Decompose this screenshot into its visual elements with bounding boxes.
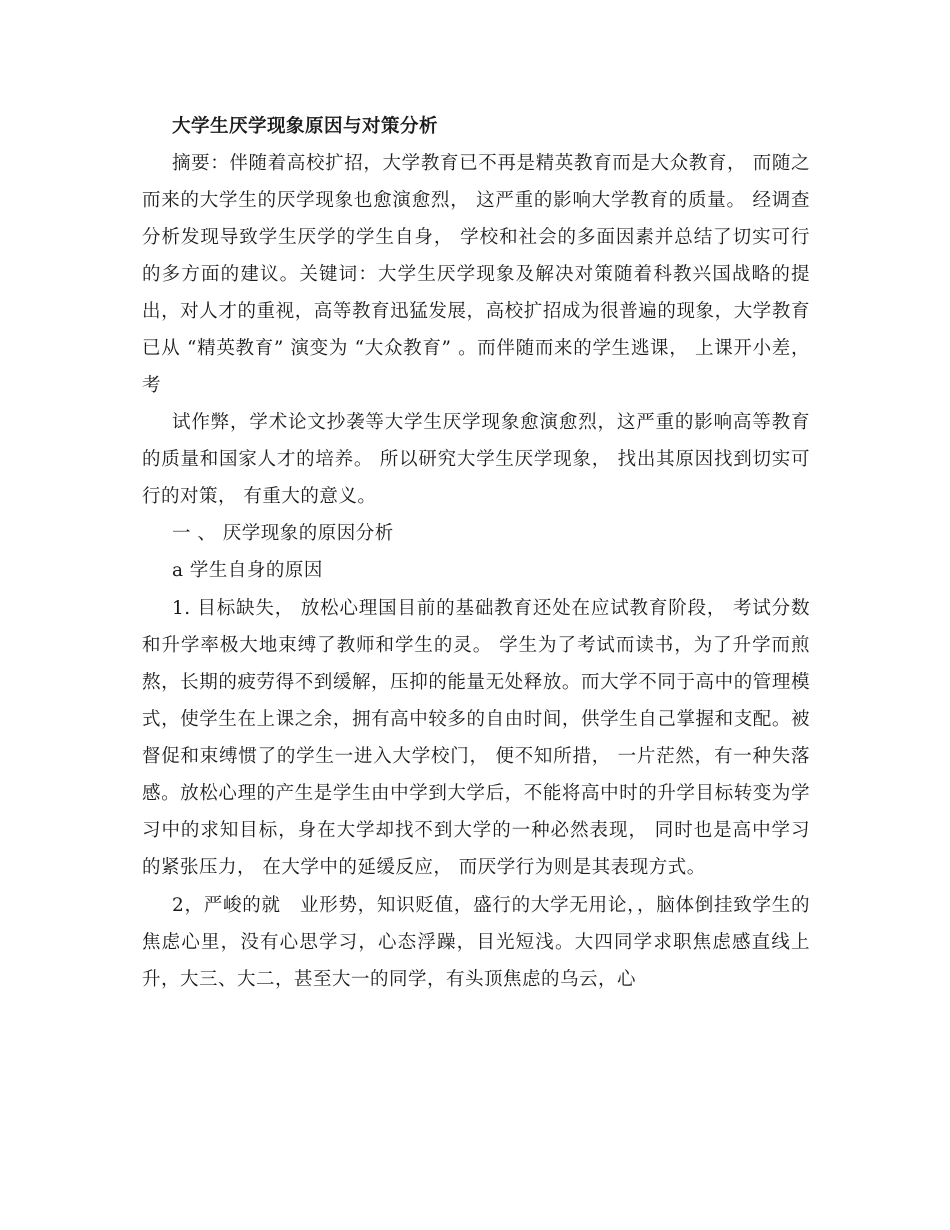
point-paragraph-2: 2，严峻的就 业形势，知识贬值，盛行的大学无用论，，脑体倒挂致学生的焦虑心里，没有心思学习，心态浮躁，目光短浅。大四同学求职焦虑感直线上升，大三、大二，甚至大一的同学，有头顶焦虑的乌云，心 [142,895,810,990]
subsection-heading: a 学生自身的原因 [172,560,323,581]
document-title: 大学生厌学现象原因与对策分析 [172,116,439,137]
section-heading: 一 、 厌学现象的原因分析 [172,523,394,544]
document-body [142,108,810,998]
point-paragraph-1: 1. 目标缺失， 放松心理国目前的基础教育还处在应试教育阶段， 考试分数和升学率极大地束缚了教师和学生的灵。 学生为了考试而读书，为了升学而煎熬，长期的疲劳得不到缓解，压抑的能量无处释放。而大学不同于高中的管理模式，使学生在上课之余，拥有高中较多的自由时间，供学生自己掌握和支配。被督促和束缚惯了的学生一进入大学校门， 便不知所措， 一片茫然，有一种失落感。放松心理的产生是学生由中学到大学后，不能将高中时的升学目标转变为学习中的求知目标，身在大学却找不到大学的一种必然表现， 同时也是高中学习的紧张压力， 在大学中的延缓反应， 而厌学行为则是其表现方式。 [142,598,810,878]
abstract-paragraph: 摘要：伴随着高校扩招，大学教育已不再是精英教育而是大众教育， 而随之而来的大学生的厌学现象也愈演愈烈， 这严重的影响大学教育的质量。 经调查分析发现导致学生厌学的学生自身， 学校和社会的多面因素并总结了切实可行的多方面的建议。关键词：大学生厌学现象及解决对策随着科教兴国战略的提出，对人才的重视，高等教育迅猛发展，高校扩招成为很普遍的现象，大学教育已从 “精英教育” 演变为 “大众教育” 。而伴随而来的学生逃课， 上课开小差， 考 [142,153,810,396]
body-paragraph: 试作弊，学术论文抄袭等大学生厌学现象愈演愈烈，这严重的影响高等教育的质量和国家人才的培养。 所以研究大学生厌学现象， 找出其原因找到切实可行的对策， 有重大的意义。 [142,412,810,507]
